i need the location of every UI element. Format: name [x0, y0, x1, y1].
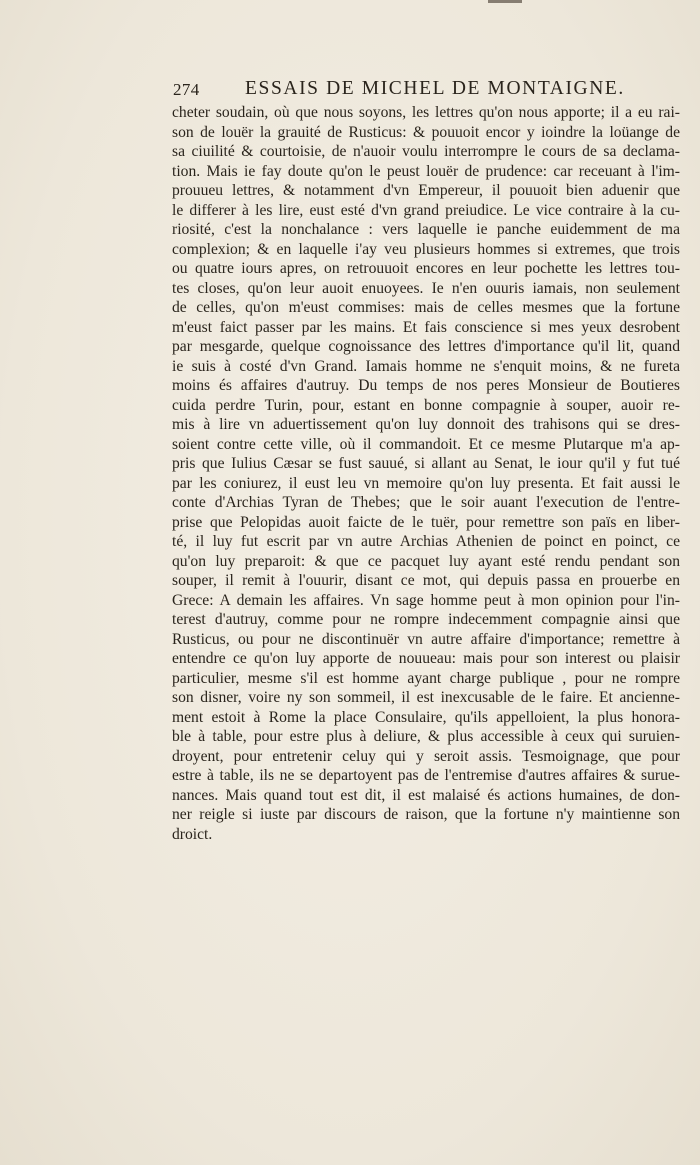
text-line: entendre ce qu'on luy apporte de nouueau: mais pour son interest ou plaisir	[172, 650, 680, 667]
text-line: m'eust faict passer par les mains. Et fais conscience si mes yeux desrobent	[172, 318, 680, 336]
text-line: qu'on luy preparoit: & que ce pacquet luy ayant esté rendu pendant son	[172, 552, 680, 570]
text-line: tes closes, qu'on leur auoit enuoyees. Ie n'en ouuris iamais, non seulement	[172, 279, 680, 297]
text-line: ble à table, pour estre plus à deliure, & plus accessible à ceux qui suruien-	[172, 728, 680, 745]
text-line: Grece: A demain les affaires. Vn sage homme peut à mon opinion pour l'in-	[172, 591, 680, 609]
text-line: terest d'autruy, comme pour ne rompre indecemment compagnie ainsi que	[172, 611, 680, 628]
text-line: riosité, c'est la nonchalance : vers laquelle ie panche euidemment de ma	[172, 221, 680, 238]
text-line: par les coniurez, il eust leu vn memoire qu'on luy presenta. Et fait aussi le	[172, 474, 680, 492]
text-line: droyent, pour entretenir celuy qui y seroit assis. Tesmoignage, que pour	[172, 747, 680, 765]
text-line: ou quatre iours apres, on retrouuoit encores en leur pochette les lettres tou-	[172, 260, 680, 277]
text-line: prouueu lettres, & notamment d'vn Empereur, il pouuoit bien aduenir que	[172, 182, 680, 199]
text-line: ment estoit à Rome la place Consulaire, qu'ils appelloient, la plus honora-	[172, 708, 680, 726]
text-line: conte d'Archias Tyran de Thebes; que le soir auant l'execution de l'entre-	[172, 494, 680, 511]
text-line: té, il luy fut escrit par vn autre Archias Athenien de poinct en poinct, ce	[172, 533, 680, 550]
text-line: sa ciuilité & courtoisie, de n'auoir voulu interrompre le cours de sa declama-	[172, 143, 680, 160]
text-line: cuida perdre Turin, pour, estant en bonne compagnie à souper, auoir re-	[172, 396, 680, 414]
text-line: de celles, qu'on m'eust commises: mais de celles mesmes que la fortune	[172, 299, 680, 316]
text-line: complexion; & en laquelle i'ay veu plusieurs hommes si extremes, que trois	[172, 240, 680, 258]
text-line: ner reigle si iuste par discours de raison, que la fortune n'y maintienne son	[172, 806, 680, 823]
running-title: ESSAIS DE MICHEL DE MONTAIGNE.	[245, 78, 625, 99]
text-line: particulier, mesme s'il est homme ayant charge publique , pour ne rompre	[172, 669, 680, 687]
text-line: tion. Mais ie fay doute qu'on le peust louër de prudence: car receuant à l'im-	[172, 162, 680, 180]
text-line: droict.	[172, 825, 213, 843]
text-line: moins és affaires d'autruy. Du temps de nos peres Monsieur de Boutieres	[172, 377, 680, 394]
text-line: le differer à les lire, eust esté d'vn grand preiudice. Le vice contraire à la cu-	[172, 201, 680, 219]
text-line: nances. Mais quand tout est dit, il est malaisé és actions humaines, de don-	[172, 786, 680, 804]
page-number: 274	[173, 80, 200, 99]
text-line: souper, il remit à l'ouurir, disant ce mot, qui depuis passa en prouerbe en	[172, 572, 680, 589]
text-line: cheter soudain, où que nous soyons, les lettres qu'on nous apporte; il a eu rai-	[172, 104, 680, 121]
text-line: estre à table, ils ne se departoyent pas de l'entremise d'autres affaires & surue-	[172, 767, 680, 784]
text-line: Rusticus, ou pour ne discontinuër vn autre affaire d'importance; remettre à	[172, 630, 680, 648]
text-line: prise que Pelopidas auoit faicte de le tuër, pour remettre son païs en liber-	[172, 513, 680, 531]
text-line: soient contre cette ville, où il commandoit. Et ce mesme Plutarque m'a ap-	[172, 435, 680, 453]
text-line: mis à lire vn aduertissement qu'on luy donnoit des trahisons qui se dres-	[172, 416, 680, 433]
text-line: ie suis à costé d'vn Grand. Iamais homme ne s'enquit moins, & ne fureta	[172, 357, 680, 375]
page-header	[173, 78, 678, 104]
essay-text	[172, 103, 680, 844]
text-line: pris que Iulius Cæsar se fust sauué, si allant au Senat, le iour qu'il y fut tué	[172, 455, 680, 472]
text-line: par mesgarde, quelque cognoissance des lettres d'importance qu'il lit, quand	[172, 338, 680, 355]
page-edge-mark	[488, 0, 522, 3]
text-line: son disner, voire ny son sommeil, il est inexcusable de le faire. Et ancienne-	[172, 689, 680, 706]
text-line: son de louër la grauité de Rusticus: & pouuoit encor y ioindre la loüange de	[172, 123, 680, 141]
